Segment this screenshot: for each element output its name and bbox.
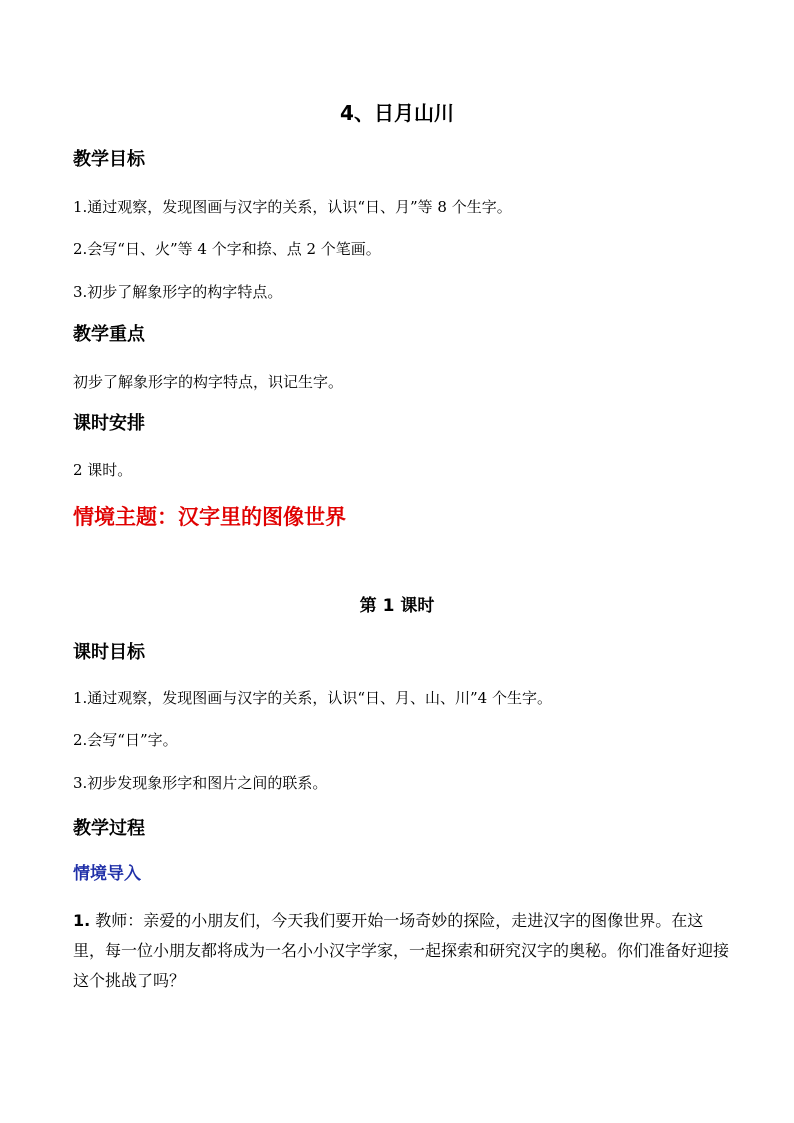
lesson-goals-heading: 课时目标	[73, 642, 145, 663]
schedule-heading: 课时安排	[73, 413, 145, 434]
key-points-text: 初步了解象形字的构字特点，识记生字。	[73, 373, 344, 391]
goal-item-1: 1.通过观察，发现图画与汉字的关系，认识“日、月”等 8 个生字。	[73, 198, 512, 216]
goal-item-3: 3.初步了解象形字的构字特点。	[73, 283, 283, 301]
intro-text: 教师：亲爱的小朋友们，今天我们要开始一场奇妙的探险，走进汉字的图像世界。在这里，每一位小朋友都将成为一名小小汉字学家，一起探索和研究汉字的奥秘。你们准备好迎接这个挑战了吗？	[73, 911, 730, 990]
lesson-goal-item-1: 1.通过观察，发现图画与汉字的关系，认识“日、月、山、川”4 个生字。	[73, 689, 552, 707]
intro-paragraph	[73, 906, 733, 996]
intro-heading: 情境导入	[73, 864, 141, 884]
document-title: 4、日月山川	[340, 101, 454, 125]
lesson-title: 第 1 课时	[359, 596, 435, 616]
process-heading: 教学过程	[73, 818, 145, 839]
schedule-text: 2 课时。	[73, 461, 133, 479]
lesson-goal-item-2: 2.会写“日”字。	[73, 731, 178, 749]
theme-title: 情境主题：汉字里的图像世界	[73, 505, 346, 529]
key-points-heading: 教学重点	[73, 324, 145, 345]
lesson-goal-item-3: 3.初步发现象形字和图片之间的联系。	[73, 774, 328, 792]
intro-number: 1.	[73, 911, 91, 930]
goals-heading: 教学目标	[73, 149, 145, 170]
goal-item-2: 2.会写“日、火”等 4 个字和捺、点 2 个笔画。	[73, 240, 381, 258]
